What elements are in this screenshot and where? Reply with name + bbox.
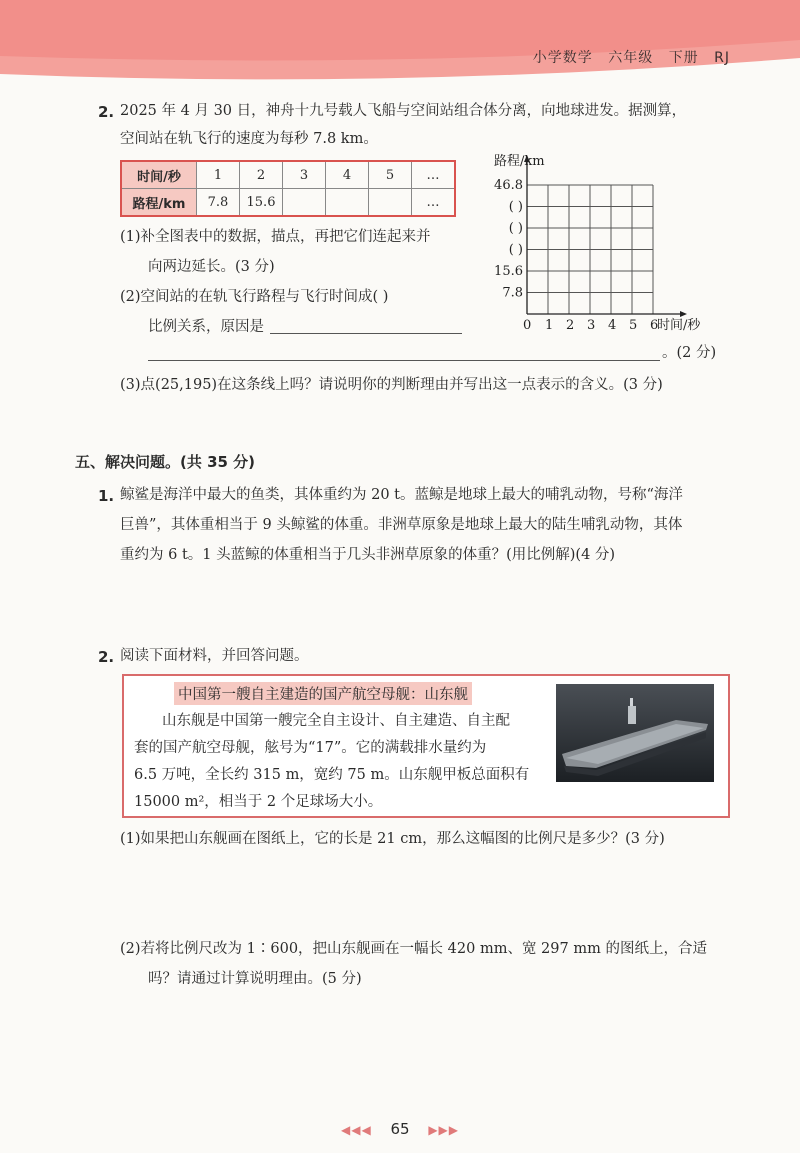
distance-time-chart <box>470 150 750 340</box>
chart-grid <box>527 185 653 314</box>
y-tick-label: 7.8 <box>502 285 523 301</box>
answer-blank-cell[interactable] <box>326 189 369 217</box>
table-header-cell: 路程/km <box>121 189 197 217</box>
answer-line[interactable] <box>148 360 660 361</box>
chart-y-ticks <box>494 178 523 301</box>
y-tick-label: 15.6 <box>494 264 523 279</box>
y-tick-label: ( ) <box>508 242 523 258</box>
question-text-line: 阅读下面材料，并回答问题。 <box>120 648 309 664</box>
answer-line[interactable] <box>270 333 462 334</box>
material-body <box>134 708 544 816</box>
question-text-line: 2025 年 4 月 30 日，神舟十九号载人飞船与空间站组合体分离，向地球进发。据测算， <box>120 103 687 119</box>
y-tick-label: ( ) <box>508 199 523 215</box>
x-tick-label: 0 <box>523 318 532 333</box>
material-line: 套的国产航空母舰，舷号为“17”。它的满载排水量约为 <box>134 740 487 756</box>
question-text-line: 空间站在轨飞行的速度为每秒 7.8 km。 <box>120 131 378 147</box>
page-footer <box>0 1120 800 1138</box>
y-tick-label: ( ) <box>508 221 523 236</box>
table-row <box>121 161 455 189</box>
aircraft-carrier-photo <box>556 684 714 782</box>
subquestion-2-points: 。(2 分) <box>662 345 717 361</box>
x-tick-label: 6 <box>650 318 659 333</box>
table-cell: 7.8 <box>197 189 240 217</box>
table-cell: 2 <box>240 161 283 189</box>
header-band-graphic <box>0 0 800 82</box>
chart-x-axis-label: 时间/秒 <box>657 318 701 333</box>
table-header-cell: 时间/秒 <box>121 161 197 189</box>
table-cell: 3 <box>283 161 326 189</box>
y-tick-label: 46.8 <box>494 178 523 193</box>
question-number: 2. <box>98 103 115 121</box>
question-text-line: 鲸鲨是海洋中最大的鱼类，其体重约为 20 t。蓝鲸是地球上最大的哺乳动物，号称“海洋 <box>120 487 683 503</box>
material-line: 15000 m²，相当于 2 个足球场大小。 <box>134 794 383 810</box>
header-subject: 小学数学 <box>532 50 593 66</box>
header-volume: 下册 <box>668 50 699 66</box>
x-tick-label: 5 <box>629 318 638 333</box>
page-header <box>0 0 800 82</box>
subquestion-2-cont: 比例关系，原因是 <box>148 319 264 335</box>
material-title: 中国第一艘自主建造的国产航空母舰：山东舰 <box>174 682 472 705</box>
table-cell: … <box>412 189 456 217</box>
subquestion-1: (1)补全图表中的数据，描点，再把它们连起来并 <box>120 229 431 245</box>
table-cell: 4 <box>326 161 369 189</box>
page-number: 65 <box>390 1120 410 1138</box>
table-cell: 1 <box>197 161 240 189</box>
material-line: 6.5 万吨，全长约 315 m，宽约 75 m。山东舰甲板总面积有 <box>134 767 530 783</box>
question-text-line: 重约为 6 t。1 头蓝鲸的体重相当于几头非洲草原象的体重？(用比例解)(4 分) <box>120 547 616 563</box>
subquestion-2-cont: 吗？请通过计算说明理由。(5 分) <box>148 971 362 987</box>
chart-y-axis-label: 路程/km <box>494 154 545 169</box>
next-arrows-icon: ▶▶▶ <box>428 1123 460 1137</box>
question-number: 2. <box>98 648 115 666</box>
table-row <box>121 189 455 217</box>
question-text-line: 巨兽”，其体重相当于 9 头鲸鲨的体重。非洲草原象是地球上最大的陆生哺乳动物，其体 <box>120 517 683 533</box>
section-title: 五、解决问题。(共 35 分) <box>75 453 256 471</box>
subquestion-1-cont: 向两边延长。(3 分) <box>148 259 275 275</box>
prev-arrows-icon: ◀◀◀ <box>340 1123 372 1137</box>
answer-blank-cell[interactable] <box>369 189 412 217</box>
table-cell: 15.6 <box>240 189 283 217</box>
header-edition: RJ <box>714 50 730 66</box>
header-course-info <box>523 47 730 67</box>
answer-blank-cell[interactable] <box>283 189 326 217</box>
x-axis-arrow-icon <box>680 311 687 317</box>
material-line: 山东舰是中国第一艘完全自主设计、自主建造、自主配 <box>162 713 510 729</box>
question-number: 1. <box>98 487 115 505</box>
x-tick-label: 4 <box>608 318 617 333</box>
subquestion-1: (1)如果把山东舰画在图纸上，它的长是 21 cm，那么这幅图的比例尺是多少？(3 分) <box>120 831 665 847</box>
reading-material-box <box>122 674 730 818</box>
x-tick-label: 2 <box>566 318 575 333</box>
subquestion-3: (3)点(25,195)在这条线上吗？请说明你的判断理由并写出这一点表示的含义。(3 分) <box>120 377 663 393</box>
time-distance-table <box>120 160 456 217</box>
x-tick-label: 1 <box>545 318 554 333</box>
header-grade: 六年级 <box>608 50 654 66</box>
subquestion-2: (2)空间站的在轨飞行路程与飞行时间成( ) <box>120 289 389 305</box>
subquestion-2: (2)若将比例尺改为 1∶600，把山东舰画在一幅长 420 mm、宽 297 mm 的图纸上，合适 <box>120 941 707 957</box>
chart-x-ticks <box>523 318 658 333</box>
table-cell: … <box>412 161 456 189</box>
x-tick-label: 3 <box>587 318 596 333</box>
table-cell: 5 <box>369 161 412 189</box>
